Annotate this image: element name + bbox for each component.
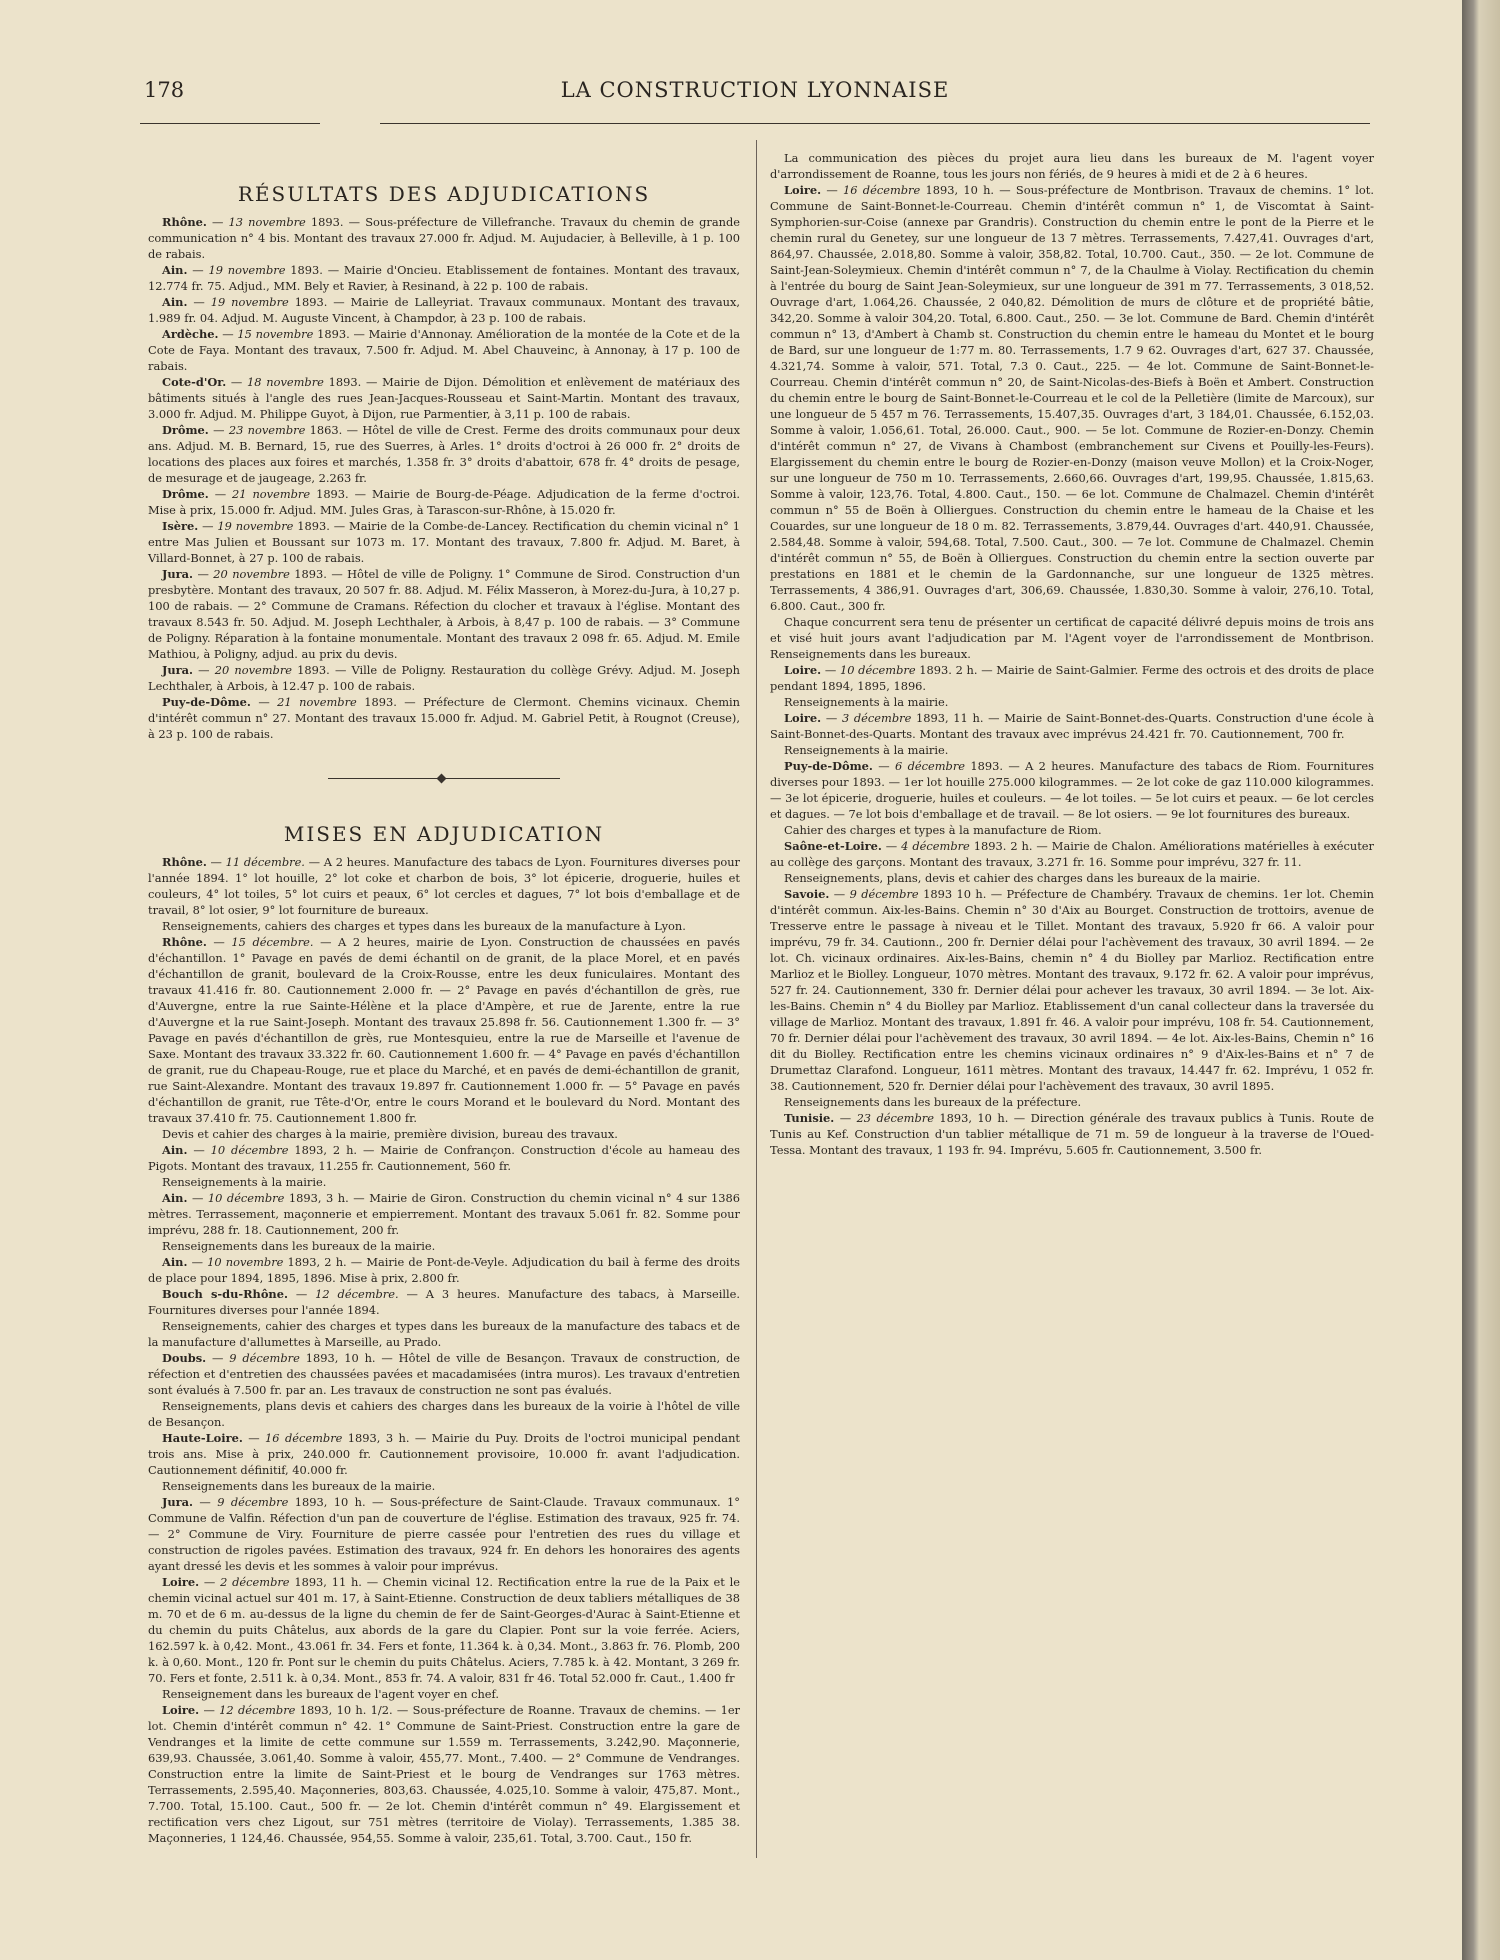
entry-text: 1893, 11 h. — Chemin vicinal 12. Rectification entre la rue de la Paix et le chemin vicinal actuel sur 401 m. 17, à Saint-Etienne. Construction de deux tabliers métalliques de 38 m. 70 et de 6 m. au-dessus de la ligne du chemin de fer de Saint-Georges-d'Aurac à Saint-Etienne et du chemin du puits Châtelus, aux abords de la gare du Clapier. Pont sur la voie ferrée. Aciers, 162.597 k. à 0,42. Mont., 43.061 fr. 34. Fers et fonte, 11.364 k. à 0,34. Mont., 3.863 fr. 76. Plomb, 200 k. à 0,60. Mont., 120 fr. Pont sur le chemin du puits Châtelus. Aciers, 7.785 k. à 42. Montant, 3 269 fr. 70. Fers et fonte, 2.511 k. à 0,34. Mont., 853 fr. 74. A valoir, 831 fr 46. Total 52.000 fr. Caut., 1.400 fr	[148, 1575, 740, 1685]
entry-text: 1893, 3 h. — Mairie du Puy. Droits de l'octroi municipal pendant trois ans. Mise à prix, 240.000 fr. Cautionnement provisoire, 10.000 fr. avant l'adjudication. Cautionnement définitif, 40.000 fr.	[148, 1431, 740, 1477]
entry-date: 19 novembre	[210, 295, 289, 309]
entry-note: Renseignements, cahier des charges et types dans les bureaux de la manufacture des tabacs et de la manufacture d'allumettes à Marseille, au Prado.	[148, 1319, 740, 1349]
entry-place: Savoie.	[784, 887, 830, 901]
entry-text: 1893. — Sous-préfecture de Villefranche. Travaux du chemin de grande communication n° 4 bis. Montant des travaux 27.000 fr. Adjud. M. Aujudacier, à Belleville, à 1 p. 100 de rabais.	[148, 215, 740, 261]
header-rule-right	[380, 123, 1370, 124]
entry: Loire. — 10 décembre 1893. 2 h. — Mairie de Saint-Galmier. Ferme des octrois et des droits de place pendant 1894, 1895, 1896.	[770, 663, 1375, 693]
publication-title: LA CONSTRUCTION LYONNAISE	[560, 78, 950, 102]
entry-place: Loire.	[162, 1575, 200, 1589]
entry: Haute-Loire. — 16 décembre 1893, 3 h. — Mairie du Puy. Droits de l'octroi municipal pendant trois ans. Mise à prix, 240.000 fr. Cautionnement provisoire, 10.000 fr. avant l'adjudication. Cautionnement définitif, 40.000 fr.	[148, 1431, 740, 1477]
entry-note: Renseignement dans les bureaux de l'agent voyer en chef.	[162, 1687, 499, 1701]
entry-text: 1893. 2 h. — Mairie de Chalon. Améliorations matérielles à exécuter au collège des garçons. Montant des travaux, 3.271 fr. 16. Somme pour imprévu, 327 fr. 11.	[770, 839, 1374, 869]
entry-note: Renseignements à la mairie.	[784, 743, 949, 757]
entry-place: Loire.	[162, 1703, 200, 1717]
entry-note: Renseignements, plans devis et cahiers des charges dans les bureaux de la voirie à l'hôtel de ville de Besançon.	[148, 1399, 740, 1429]
entry-date: 9 décembre	[229, 1351, 300, 1365]
entry-place: Ain.	[162, 295, 188, 309]
entry: Jura. — 20 novembre 1893. — Ville de Poligny. Restauration du collège Grévy. Adjud. M. Joseph Lechthaler, à Arbois, à 12.47 p. 100 de rabais.	[148, 663, 740, 693]
entry: Rhône. — 11 décembre. — A 2 heures. Manufacture des tabacs de Lyon. Fournitures diverses pour l'année 1894. 1° lot houille, 2° lot coke et charbon de bois, 3° lot épicerie, droguerie, huiles et couleurs, 4° lot toiles, 5° lot cuirs et peaux, 6° lot cercles et dagues, 7° lot bois d'emballage et de travail, 8° lot osier, 9° lot fourniture de bureaux.	[148, 855, 741, 917]
entry-text: 1893. — Mairie de Dijon. Démolition et enlèvement de matériaux des bâtiments situés à l'angle des rues Jean-Jacques-Rousseau et Saint-Martin. Montant des travaux, 3.000 fr. Adjud. M. Philippe Guyot, à Dijon, rue Parmentier, à 3,11 p. 100 de rabais.	[148, 375, 741, 421]
entry-date: 15 novembre	[237, 327, 314, 341]
entry-text: 1893, 10 h. 1/2. — Sous-préfecture de Roanne. Travaux de chemins. — 1er lot. Chemin d'intérêt commun n° 42. 1° Commune de Saint-Priest. Construction entre la gare de Vendranges et la limite de cette commune sur 1.559 m. Terrassements, 3.242,90. Maçonnerie, 639,93. Chaussée, 3.061,40. Somme à valoir, 455,77. Mont., 7.400. — 2° Commune de Vendranges. Construction entre la limite de Saint-Priest et le bourg de Vendranges sur 1763 mètres. Terrassements, 2.595,40. Maçonneries, 803,63. Chaussée, 4.025,10. Somme à valoir, 475,87. Mont., 7.700. Total, 15.100. Caut., 500 fr. — 2e lot. Chemin d'intérêt commun n° 49. Elargissement et rectification vers chez Ligout, sur 751 mètres (territoire de Violay). Terrassements, 1.385 38. Maçonneries, 1 124,46. Chaussée, 954,55. Somme à valoir, 235,61. Total, 3.700. Caut., 150 fr.	[148, 1703, 740, 1845]
entry-text: 1893. — Mairie d'Annonay. Amélioration de la montée de la Cote et de la Cote de Faya. Montant des travaux, 7.500 fr. Adjud. M. Abel Chauveinc, à Annonay, à 17 p. 100 de rabais.	[148, 327, 740, 373]
entry-date: 10 novembre	[207, 1255, 284, 1269]
entry-place: Ain.	[162, 1143, 188, 1157]
entry: Loire. — 12 décembre 1893, 10 h. 1/2. — Sous-préfecture de Roanne. Travaux de chemins. — 1er lot. Chemin d'intérêt commun n° 42. 1° Commune de Saint-Priest. Construction entre la gare de Vendranges et la limite de cette commune sur 1.559 m. Terrassements, 3.242,90. Maçonnerie, 639,93. Chaussée, 3.061,40. Somme à valoir, 455,77. Mont., 7.400. — 2° Commune de Vendranges. Construction entre la limite de Saint-Priest et le bourg de Vendranges sur 1763 mètres. Terrassements, 2.595,40. Maçonneries, 803,63. Chaussée, 4.025,10. Somme à valoir, 475,87. Mont., 7.700. Total, 15.100. Caut., 500 fr. — 2e lot. Chemin d'intérêt commun n° 49. Elargissement et rectification vers chez Ligout, sur 751 mètres (territoire de Violay). Terrassements, 1.385 38. Maçonneries, 1 124,46. Chaussée, 954,55. Somme à valoir, 235,61. Total, 3.700. Caut., 150 fr.	[148, 1703, 740, 1845]
entry-date: 10 décembre	[210, 1143, 289, 1157]
section-divider	[148, 772, 740, 786]
entry-place: Loire.	[784, 711, 822, 725]
entry-place: Doubs.	[162, 1351, 207, 1365]
entry-place: Rhône.	[162, 215, 207, 229]
right-column	[770, 150, 1374, 1158]
entry: Jura. — 20 novembre 1893. — Hôtel de ville de Poligny. 1° Commune de Sirod. Construction d'un presbytère. Montant des travaux, 20 507 fr. 88. Adjud. M. Félix Masseron, à Morez-du-Jura, à 10,27 p. 100 de rabais. — 2° Commune de Cramans. Réfection du clocher et travaux à l'église. Montant des travaux 8.543 fr. 50. Adjud. M. Joseph Lechthaler, à Arbois, à 8,47 p. 100 de rabais. — 3° Commune de Poligny. Réparation à la fontaine monumentale. Montant des travaux 2 098 fr. 65. Adjud. M. Emile Mathiou, à Poligny, adjud. au prix du devis.	[148, 567, 741, 661]
entry-note: La communication des pièces du projet aura lieu dans les bureaux de M. l'agent voyer d'arrondissement de Roanne, tous les jours non fériés, de 9 heures à midi et de 2 à 6 heures.	[770, 151, 1374, 181]
entry: Puy-de-Dôme. — 6 décembre 1893. — A 2 heures. Manufacture des tabacs de Riom. Fournitures diverses pour 1893. — 1er lot houille 275.000 kilogrammes. — 2e lot coke de gaz 110.000 kilogrammes. — 3e lot épicerie, droguerie, huiles et couleurs. — 4e lot toiles. — 5e lot cuirs et peaux. — 6e lot cercles et dagues. — 7e lot bois d'emballage et de travail. — 8e lot osiers. — 9e lot fournitures des bureaux.	[770, 759, 1374, 821]
entry-date: 21 novembre	[232, 487, 311, 501]
entry: Rhône. — 13 novembre 1893. — Sous-préfecture de Villefranche. Travaux du chemin de grande communication n° 4 bis. Montant des travaux 27.000 fr. Adjud. M. Aujudacier, à Belleville, à 1 p. 100 de rabais.	[148, 215, 740, 261]
entry: Bouch s-du-Rhône. — 12 décembre. — A 3 heures. Manufacture des tabacs, à Marseille. Fournitures diverses pour l'année 1894.	[148, 1287, 740, 1317]
entry-text: 1863. — Hôtel de ville de Crest. Ferme des droits communaux pour deux ans. Adjud. M. B. Bernard, 15, rue des Suerres, à Arles. 1° droits d'octroi à 26 000 fr. 2° droits de locations des places aux foires et marchés, 1.358 fr. 3° droits d'abattoir, 678 fr. 4° droits de pesage, de mesurage et de jaugeage, 2.263 fr.	[148, 423, 740, 485]
entry-date: 20 novembre	[213, 567, 290, 581]
entry-place: Puy-de-Dôme.	[162, 695, 251, 709]
entry-note: Devis et cahier des charges à la mairie, première division, bureau des travaux.	[162, 1127, 618, 1141]
entry-place: Rhône.	[162, 855, 207, 869]
entry-place: Cote-d'Or.	[162, 375, 227, 389]
entry-date: 12 décembre.	[315, 1287, 399, 1301]
section-title: RÉSULTATS DES ADJUDICATIONS	[237, 182, 651, 206]
entry-text: 1893, 10 h. — Sous-préfecture de Saint-Claude. Travaux communaux. 1° Commune de Valfin. Réfection d'un pan de couverture de l'église. Estimation des travaux, 925 fr. 74. — 2° Commune de Viry. Fourniture de pierre cassée pour l'entretien des rues du village et construction de rigoles pavées. Estimation des travaux, 924 fr. En dehors les honoraires des agents ayant dressé les devis et les sommes à valoir pour imprévus.	[148, 1495, 740, 1573]
entry: Jura. — 9 décembre 1893, 10 h. — Sous-préfecture de Saint-Claude. Travaux communaux. 1° Commune de Valfin. Réfection d'un pan de couverture de l'église. Estimation des travaux, 925 fr. 74. — 2° Commune de Viry. Fourniture de pierre cassée pour l'entretien des rues du village et construction de rigoles pavées. Estimation des travaux, 924 fr. En dehors les honoraires des agents ayant dressé les devis et les sommes à valoir pour imprévus.	[148, 1495, 740, 1573]
entry: Cote-d'Or. — 18 novembre 1893. — Mairie de Dijon. Démolition et enlèvement de matériaux des bâtiments situés à l'angle des rues Jean-Jacques-Rousseau et Saint-Martin. Montant des travaux, 3.000 fr. Adjud. M. Philippe Guyot, à Dijon, rue Parmentier, à 3,11 p. 100 de rabais.	[148, 375, 741, 421]
entry: Drôme. — 21 novembre 1893. — Mairie de Bourg-de-Péage. Adjudication de la ferme d'octroi. Mise à prix, 15.000 fr. Adjud. MM. Jules Gras, à Tarascon-sur-Rhône, à 15.020 fr.	[148, 487, 740, 517]
entry-text: 1893, 10 h. — Sous-préfecture de Montbrison. Travaux de chemins. 1° lot. Commune de Saint-Bonnet-le-Courreau. Chemin d'intérêt commun n° 1, de Viscomtat à Saint-Symphorien-sur-Coise (annexe par Grandris). Construction du chemin entre le pont de la Pierre et le chemin rural du Genetey, sur une longueur de 13 7 mètres. Terrassements, 7.427,41. Ouvrages d'art, 864,97. Chaussée, 2.018,80. Somme à valoir, 358,82. Total, 10.700. Caut., 350. — 2e lot. Commune de Saint-Jean-Soleymieux. Chemin d'intérêt commun n° 7, de la Chaulme à Violay. Rectification du chemin à l'entrée du bourg de Saint Jean-Soleymieux, sur une longueur de 391 m 77. Terrassements, 3 018,52. Ouvrage d'art, 1.064,26. Chaussée, 2 040,82. Démolition de murs de clôture et de propriété bâtie, 342,20. Somme à valoir 304,20. Total, 6.800. Caut., 250. — 3e lot. Commune de Bard. Chemin d'intérêt commun n° 13, d'Ambert à Chamb st. Construction du chemin entre le hameau du Montet et le bourg de Bard, sur une longueur de 1:77 m. 80. Terrassements, 1.7 9 62. Ouvrages d'art, 627 37. Chaussée, 4.321,74. Somme à valoir, 571. Total, 7.3 0. Caut., 225. — 4e lot. Commune de Saint-Bonnet-le-Courreau. Chemin d'intérêt commun n° 20, de Saint-Nicolas-des-Biefs à Boën et Ambert. Construction du chemin entre le bourg de Saint-Bonnet-le-Courreau et le col de la Pelletière (limite de Marcoux), sur une longueur de 5 457 m 76. Terrassements, 15.407,35. Ouvrages d'art, 3 184,01. Chaussée, 6.152,03. Somme à valoir, 1.056,61. Total, 26.000. Caut., 900. — 5e lot. Commune de Rozier-en-Donzy. Chemin d'intérêt commun n° 27, de Vivans à Chambost (embranchement sur Civens et Pouilly-les-Feurs). Elargissement du chemin entre le bourg de Rozier-en-Donzy (maison veuve Mollon) et la Croix-Noger, sur une longueur de 750 m 10. Terrassements, 2.660,66. Ouvrages d'art, 199,95. Chaussée, 1.815,63. Somme à valoir, 123,76. Total, 4.800. Caut., 150. — 6e lot. Commune de Chalmazel. Chemin d'intérêt commun n° 55 de Boën à Olliergues. Construction du chemin entre le hameau de la Chaise et les Couardes, sur une longueur de 18 0 m. 82. Terrassements, 3.879,44. Ouvrages d'art. 440,91. Chaussée, 2.584,48. Somme à valoir, 594,68. Total, 7.500. Caut., 300. — 7e lot. Commune de Chalmazel. Chemin d'intérêt commun n° 55, de Boën à Olliergues. Construction du chemin entre la section ouverte par prestations en 1881 et le chemin de la Gardonnanche, sur une longueur de 1325 mètres. Terrassements, 4 386,91. Ouvrages d'art, 306,69. Chaussée, 1.830,30. Somme à valoir, 276,10. Total, 6.800. Caut., 300 fr.	[770, 183, 1374, 613]
entry-note: Renseignements, cahiers des charges et types dans les bureaux de la manufacture à Lyon.	[162, 919, 686, 933]
entry-place: Jura.	[162, 567, 194, 581]
entry-date: 23 novembre	[228, 423, 306, 437]
entry-date: 19 novembre	[208, 263, 286, 277]
entry-note: Renseignements dans les bureaux de la mairie.	[162, 1239, 436, 1253]
entry-date: 12 décembre	[219, 1703, 296, 1717]
entry-place: Ain.	[162, 263, 188, 277]
entry-place: Jura.	[162, 663, 194, 677]
entry-place: Loire.	[784, 183, 822, 197]
entry-note: Chaque concurrent sera tenu de présenter un certificat de capacité délivré depuis moins de trois ans et visé huit jours avant l'adjudication par M. l'Agent voyer de l'arrondissement de Montbrison. Renseignements dans les bureaux.	[770, 615, 1374, 661]
entry-text: 1893, 2 h. — Mairie de Confrançon. Construction d'école au hameau des Pigots. Montant des travaux, 11.255 fr. Cautionnement, 560 fr.	[148, 1143, 740, 1173]
entry-date: 6 décembre	[894, 759, 966, 773]
entry-text: 1893 10 h. — Préfecture de Chambéry. Travaux de chemins. 1er lot. Chemin d'intérêt commun. Aix-les-Bains. Chemin n° 30 d'Aix au Bourget. Construction de trottoirs, avenue de Tresserve entre le passage à niveau et le Tillet. Montant des travaux, 5.920 fr 66. A valoir pour imprévu, 79 fr. 34. Cautionn., 200 fr. Dernier délai pour l'achèvement des travaux, 30 avril 1894. — 2e lot. Ch. vicinaux ordinaires. Aix-les-Bains, chemin n° 4 du Biolley par Marlioz. Rectification entre Marlioz et le Biolley. Longueur, 1070 mètres. Montant des travaux, 9.172 fr. 62. A valoir pour imprévus, 527 fr. 24. Cautionnement, 330 fr. Dernier délai pour achever les travaux, 30 avril 1894. — 3e lot. Aix-les-Bains. Chemin n° 4 du Biolley par Marlioz. Etablissement d'un canal collecteur dans la traversée du village de Marlioz. Montant des travaux, 1.891 fr. 46. A valoir pour imprévu, 108 fr. 54. Cautionnement, 70 fr. Dernier délai pour l'achèvement des travaux, 30 avril 1894. — 4e lot. Aix-les-Bains, Chemin n° 16 dit du Biolley. Rectification entre les chemins vicinaux ordinaires n° 9 d'Aix-les-Bains et n° 7 de Drumettaz Clarafond. Longueur, 1611 mètres. Montant des travaux, 14.447 fr. 62. Imprévu, 1 052 fr. 38. Cautionnement, 520 fr. Dernier délai pour l'achèvement des travaux, 30 avril 1895.	[770, 887, 1374, 1093]
entry: Ain. — 19 novembre 1893. — Mairie d'Oncieu. Etablissement de fontaines. Montant des travaux, 12.774 fr. 75. Adjud., MM. Bely et Ravier, à Resinand, à 22 p. 100 de rabais.	[148, 263, 740, 293]
entry: Rhône. — 15 décembre. — A 2 heures, mairie de Lyon. Construction de chaussées en pavés d'échantillon. 1° Pavage en pavés de demi échantil on de granit, de la place Morel, et en pavés d'échantillon de granit, boulevard de la Croix-Rousse, entre les deux funiculaires. Montant des travaux 41.416 fr. 80. Cautionnement 2.000 fr. — 2° Pavage en pavés d'échantillon de grès, rue d'Auvergne, entre la rue Sainte-Hélène et la place d'Ampère, et rue de Jarente, entre la rue d'Auvergne et la rue Saint-Joseph. Montant des travaux 25.898 fr. 56. Cautionnement 1.300 fr. — 3° Pavage en pavés d'échantillon de grès, rue Montesquieu, entre la rue de Marseille et l'avenue de Saxe. Montant des travaux 33.322 fr. 60. Cautionnement 1.600 fr. — 4° Pavage en pavés d'échantillon de granit, rue du Chapeau-Rouge, rue et place du Marché, et en pavés de demi-échantillon de granit, rue Saint-Alexandre. Montant des travaux 19.897 fr. Cautionnement 1.000 fr. — 5° Pavage en pavés d'échantillon de granit, rue Tête-d'Or, entre le cours Morand et le boulevard du Nord. Montant des travaux 37.410 fr. 75. Cautionnement 1.800 fr.	[148, 935, 740, 1125]
entry-text: 1893, 3 h. — Mairie de Giron. Construction du chemin vicinal n° 4 sur 1386 mètres. Terrassement, maçonnerie et empierrement. Montant des travaux 5.061 fr. 82. Somme pour imprévu, 288 fr. 18. Cautionnement, 200 fr.	[148, 1191, 740, 1237]
entry-place: Ain.	[162, 1255, 188, 1269]
entry-place: Puy-de-Dôme.	[784, 759, 873, 773]
entry-place: Drôme.	[162, 487, 209, 501]
entry: Ain. — 10 décembre 1893, 2 h. — Mairie de Confrançon. Construction d'école au hameau des Pigots. Montant des travaux, 11.255 fr. Cautionnement, 560 fr.	[148, 1143, 740, 1173]
entry-text: 1893. 2 h. — Mairie de Saint-Galmier. Ferme des octrois et des droits de place pendant 1894, 1895, 1896.	[770, 663, 1375, 693]
left-column	[148, 150, 740, 1846]
entry-date: 3 décembre	[841, 711, 912, 725]
entry-date: 9 décembre	[849, 887, 919, 901]
header-rule-left	[140, 123, 320, 124]
entry-place: Haute-Loire.	[162, 1431, 243, 1445]
entry-text: 1893. — Ville de Poligny. Restauration du collège Grévy. Adjud. M. Joseph Lechthaler, à Arbois, à 12.47 p. 100 de rabais.	[148, 663, 740, 693]
entry: Ardèche. — 15 novembre 1893. — Mairie d'Annonay. Amélioration de la montée de la Cote et de la Cote de Faya. Montant des travaux, 7.500 fr. Adjud. M. Abel Chauveinc, à Annonay, à 17 p. 100 de rabais.	[148, 327, 740, 373]
entry-place: Drôme.	[162, 423, 209, 437]
entry-date: 21 novembre	[277, 695, 357, 709]
entry-place: Ardèche.	[162, 327, 219, 341]
entry-text: 1893. — Mairie d'Oncieu. Etablissement de fontaines. Montant des travaux, 12.774 fr. 75. Adjud., MM. Bely et Ravier, à Resinand, à 22 p. 100 de rabais.	[148, 263, 740, 293]
entry: Saône-et-Loire. — 4 décembre 1893. 2 h. — Mairie de Chalon. Améliorations matérielles à exécuter au collège des garçons. Montant des travaux, 3.271 fr. 16. Somme pour imprévu, 327 fr. 11.	[770, 839, 1374, 869]
page-number: 178	[144, 78, 185, 102]
entry-date: 2 décembre	[220, 1575, 290, 1589]
entry-date: 16 décembre	[265, 1431, 343, 1445]
entry-text: — A 3 heures. Manufacture des tabacs, à Marseille. Fournitures diverses pour l'année 1894.	[148, 1287, 740, 1317]
entry: Loire. — 3 décembre 1893, 11 h. — Mairie de Saint-Bonnet-des-Quarts. Construction d'une école à Saint-Bonnet-des-Quarts. Montant des travaux avec imprévus 24.421 fr. 70. Cautionnement, 700 fr.	[770, 711, 1374, 741]
entry-text: 1893. — Préfecture de Clermont. Chemins vicinaux. Chemin d'intérêt commun n° 27. Montant des travaux 15.000 fr. Adjud. M. Gabriel Petit, à Rougnot (Creuse), à 23 p. 100 de rabais.	[148, 695, 740, 741]
running-header	[140, 78, 1370, 110]
entry: Ain. — 10 novembre 1893, 2 h. — Mairie de Pont-de-Veyle. Adjudication du bail à ferme des droits de place pour 1894, 1895, 1896. Mise à prix, 2.800 fr.	[148, 1255, 741, 1285]
entry-place: Isère.	[162, 519, 199, 533]
entry-text: — A 2 heures. Manufacture des tabacs de Lyon. Fournitures diverses pour l'année 1894. 1° lot houille, 2° lot coke et charbon de bois, 3° lot épicerie, droguerie, huiles et couleurs, 4° lot toiles, 5° lot cuirs et peaux, 6° lot cercles et dagues, 7° lot bois d'emballage et de travail, 8° lot osier, 9° lot fourniture de bureaux.	[148, 855, 741, 917]
entry-place: Jura.	[162, 1495, 194, 1509]
entry-date: 9 décembre	[217, 1495, 289, 1509]
entry: Savoie. — 9 décembre 1893 10 h. — Préfecture de Chambéry. Travaux de chemins. 1er lot. Chemin d'intérêt commun. Aix-les-Bains. Chemin n° 30 d'Aix au Bourget. Construction de trottoirs, avenue de Tresserve entre le passage à niveau et le Tillet. Montant des travaux, 5.920 fr 66. A valoir pour imprévu, 79 fr. 34. Cautionn., 200 fr. Dernier délai pour l'achèvement des travaux, 30 avril 1894. — 2e lot. Ch. vicinaux ordinaires. Aix-les-Bains, chemin n° 4 du Biolley par Marlioz. Rectification entre Marlioz et le Biolley. Longueur, 1070 mètres. Montant des travaux, 9.172 fr. 62. A valoir pour imprévus, 527 fr. 24. Cautionnement, 330 fr. Dernier délai pour achever les travaux, 30 avril 1894. — 3e lot. Aix-les-Bains. Chemin n° 4 du Biolley par Marlioz. Etablissement d'un canal collecteur dans la traversée du village de Marlioz. Montant des travaux, 1.891 fr. 46. A valoir pour imprévu, 108 fr. 54. Cautionnement, 70 fr. Dernier délai pour l'achèvement des travaux, 30 avril 1894. — 4e lot. Aix-les-Bains, Chemin n° 16 dit du Biolley. Rectification entre les chemins vicinaux ordinaires n° 9 d'Aix-les-Bains et n° 7 de Drumettaz Clarafond. Longueur, 1611 mètres. Montant des travaux, 14.447 fr. 62. Imprévu, 1 052 fr. 38. Cautionnement, 520 fr. Dernier délai pour l'achèvement des travaux, 30 avril 1895.	[770, 887, 1374, 1093]
entry: Ain. — 19 novembre 1893. — Mairie de Lalleyriat. Travaux communaux. Montant des travaux, 1.989 fr. 04. Adjud. M. Auguste Vincent, à Champdor, à 23 p. 100 de rabais.	[148, 295, 741, 325]
entry-note: Renseignements, plans, devis et cahier des charges dans les bureaux de la mairie.	[784, 871, 1261, 885]
entry-note: Renseignements à la mairie.	[784, 695, 949, 709]
entry-place: Ain.	[162, 1191, 188, 1205]
entry: Isère. — 19 novembre 1893. — Mairie de la Combe-de-Lancey. Rectification du chemin vicinal n° 1 entre Mas Julien et Boussant sur 1073 m. 17. Montant des travaux, 7.800 fr. Adjud. M. Baret, à Villard-Bonnet, à 27 p. 100 de rabais.	[148, 519, 741, 565]
entry-text: 1893, 11 h. — Mairie de Saint-Bonnet-des-Quarts. Construction d'une école à Saint-Bonnet-des-Quarts. Montant des travaux avec imprévus 24.421 fr. 70. Cautionnement, 700 fr.	[770, 711, 1374, 741]
entry-place: Loire.	[784, 663, 822, 677]
entry-text: 1893, 10 h. — Hôtel de ville de Besançon. Travaux de construction, de réfection et d'entretien des chaussées pavées et macadamisées (intra muros). Les travaux d'entretien sont évalués à 7.500 fr. par an. Les travaux de construction ne sont pas évalués.	[148, 1351, 740, 1397]
entry-place: Bouch s-du-Rhône.	[162, 1287, 288, 1301]
entry-date: 23 décembre	[856, 1111, 934, 1125]
entry-date: 11 décembre.	[225, 855, 305, 869]
entry-text: 1893, 10 h. — Direction générale des travaux publics à Tunis. Route de Tunis au Kef. Construction d'un tablier métallique de 71 m. 59 de longueur à la traverse de l'Oued-Tessa. Montant des travaux, 1 193 fr. 94. Imprévu, 5.605 fr. Cautionnement, 3.500 fr.	[770, 1111, 1375, 1157]
entry-note: Renseignements dans les bureaux de la préfecture.	[784, 1095, 1082, 1109]
entry-text: 1893, 2 h. — Mairie de Pont-de-Veyle. Adjudication du bail à ferme des droits de place pour 1894, 1895, 1896. Mise à prix, 2.800 fr.	[148, 1255, 741, 1285]
entry-date: 19 novembre	[217, 519, 294, 533]
entry-note: Cahier des charges et types à la manufacture de Riom.	[784, 823, 1102, 837]
entry: Doubs. — 9 décembre 1893, 10 h. — Hôtel de ville de Besançon. Travaux de construction, de réfection et d'entretien des chaussées pavées et macadamisées (intra muros). Les travaux d'entretien sont évalués à 7.500 fr. par an. Les travaux de construction ne sont pas évalués.	[148, 1351, 740, 1397]
entry-text: 1893. — Mairie de Lalleyriat. Travaux communaux. Montant des travaux, 1.989 fr. 04. Adjud. M. Auguste Vincent, à Champdor, à 23 p. 100 de rabais.	[148, 295, 741, 325]
entry: Loire. — 2 décembre 1893, 11 h. — Chemin vicinal 12. Rectification entre la rue de la Paix et le chemin vicinal actuel sur 401 m. 17, à Saint-Etienne. Construction de deux tabliers métalliques de 38 m. 70 et de 6 m. au-dessus de la ligne du chemin de fer de Saint-Georges-d'Aurac à Saint-Etienne et du chemin du puits Châtelus, aux abords de la gare du Clapier. Pont sur la voie ferrée. Aciers, 162.597 k. à 0,42. Mont., 43.061 fr. 34. Fers et fonte, 11.364 k. à 0,34. Mont., 3.863 fr. 76. Plomb, 200 k. à 0,60. Mont., 120 fr. Pont sur le chemin du puits Châtelus. Aciers, 7.785 k. à 42. Montant, 3 269 fr. 70. Fers et fonte, 2.511 k. à 0,34. Mont., 853 fr. 74. A valoir, 831 fr 46. Total 52.000 fr. Caut., 1.400 fr	[148, 1575, 740, 1685]
entry: Tunisie. — 23 décembre 1893, 10 h. — Direction générale des travaux publics à Tunis. Route de Tunis au Kef. Construction d'un tablier métallique de 71 m. 59 de longueur à la traverse de l'Oued-Tessa. Montant des travaux, 1 193 fr. 94. Imprévu, 5.605 fr. Cautionnement, 3.500 fr.	[770, 1111, 1375, 1157]
entry-note: Renseignements dans les bureaux de la mairie.	[162, 1479, 436, 1493]
entry-text: — A 2 heures, mairie de Lyon. Construction de chaussées en pavés d'échantillon. 1° Pavage en pavés de demi échantil on de granit, de la place Morel, et en pavés d'échantillon de granit, boulevard de la Croix-Rousse, entre les deux funiculaires. Montant des travaux 41.416 fr. 80. Cautionnement 2.000 fr. — 2° Pavage en pavés d'échantillon de grès, rue d'Auvergne, entre la rue Sainte-Hélène et la place d'Ampère, et rue de Jarente, entre la rue d'Auvergne et la rue Saint-Joseph. Montant des travaux 25.898 fr. 56. Cautionnement 1.300 fr. — 3° Pavage en pavés d'échantillon de grès, rue Montesquieu, entre la rue de Marseille et l'avenue de Saxe. Montant des travaux 33.322 fr. 60. Cautionnement 1.600 fr. — 4° Pavage en pavés d'échantillon de granit, rue du Chapeau-Rouge, rue et place du Marché, et en pavés de demi-échantillon de granit, rue Saint-Alexandre. Montant des travaux 19.897 fr. Cautionnement 1.000 fr. — 5° Pavage en pavés d'échantillon de granit, rue Tête-d'Or, entre le cours Morand et le boulevard du Nord. Montant des travaux 37.410 fr. 75. Cautionnement 1.800 fr.	[148, 935, 740, 1125]
entry-place: Saône-et-Loire.	[784, 839, 882, 853]
entry: Loire. — 16 décembre 1893, 10 h. — Sous-préfecture de Montbrison. Travaux de chemins. 1° lot. Commune de Saint-Bonnet-le-Courreau. Chemin d'intérêt commun n° 1, de Viscomtat à Saint-Symphorien-sur-Coise (annexe par Grandris). Construction du chemin entre le pont de la Pierre et le chemin rural du Genetey, sur une longueur de 13 7 mètres. Terrassements, 7.427,41. Ouvrages d'art, 864,97. Chaussée, 2.018,80. Somme à valoir, 358,82. Total, 10.700. Caut., 350. — 2e lot. Commune de Saint-Jean-Soleymieux. Chemin d'intérêt commun n° 7, de la Chaulme à Violay. Rectification du chemin à l'entrée du bourg de Saint Jean-Soleymieux, sur une longueur de 391 m 77. Terrassements, 3 018,52. Ouvrage d'art, 1.064,26. Chaussée, 2 040,82. Démolition de murs de clôture et de propriété bâtie, 342,20. Somme à valoir 304,20. Total, 6.800. Caut., 250. — 3e lot. Commune de Bard. Chemin d'intérêt commun n° 13, d'Ambert à Chamb st. Construction du chemin entre le hameau du Montet et le bourg de Bard, sur une longueur de 1:77 m. 80. Terrassements, 1.7 9 62. Ouvrages d'art, 627 37. Chaussée, 4.321,74. Somme à valoir, 571. Total, 7.3 0. Caut., 225. — 4e lot. Commune de Saint-Bonnet-le-Courreau. Chemin d'intérêt commun n° 20, de Saint-Nicolas-des-Biefs à Boën et Ambert. Construction du chemin entre le bourg de Saint-Bonnet-le-Courreau et le col de la Pelletière (limite de Marcoux), sur une longueur de 5 457 m 76. Terrassements, 15.407,35. Ouvrages d'art, 3 184,01. Chaussée, 6.152,03. Somme à valoir, 1.056,61. Total, 26.000. Caut., 900. — 5e lot. Commune de Rozier-en-Donzy. Chemin d'intérêt commun n° 27, de Vivans à Chambost (embranchement sur Civens et Pouilly-les-Feurs). Elargissement du chemin entre le bourg de Rozier-en-Donzy (maison veuve Mollon) et la Croix-Noger, sur une longueur de 750 m 10. Terrassements, 2.660,66. Ouvrages d'art, 199,95. Chaussée, 1.815,63. Somme à valoir, 123,76. Total, 4.800. Caut., 150. — 6e lot. Commune de Chalmazel. Chemin d'intérêt commun n° 55 de Boën à Olliergues. Construction du chemin entre le hameau de la Chaise et les Couardes, sur une longueur de 18 0 m. 82. Terrassements, 3.879,44. Ouvrages d'art. 440,91. Chaussée, 2.584,48. Somme à valoir, 594,68. Total, 7.500. Caut., 300. — 7e lot. Commune de Chalmazel. Chemin d'intérêt commun n° 55, de Boën à Olliergues. Construction du chemin entre la section ouverte par prestations en 1881 et le chemin de la Gardonnanche, sur une longueur de 1325 mètres. Terrassements, 4 386,91. Ouvrages d'art, 306,69. Chaussée, 1.830,30. Somme à valoir, 276,10. Total, 6.800. Caut., 300 fr.	[770, 183, 1374, 613]
entry-text: 1893. — Hôtel de ville de Poligny. 1° Commune de Sirod. Construction d'un presbytère. Montant des travaux, 20 507 fr. 88. Adjud. M. Félix Masseron, à Morez-du-Jura, à 10,27 p. 100 de rabais. — 2° Commune de Cramans. Réfection du clocher et travaux à l'église. Montant des travaux 8.543 fr. 50. Adjud. M. Joseph Lechthaler, à Arbois, à 8,47 p. 100 de rabais. — 3° Commune de Poligny. Réparation à la fontaine monumentale. Montant des travaux 2 098 fr. 65. Adjud. M. Emile Mathiou, à Poligny, adjud. au prix du devis.	[148, 567, 741, 661]
entry-text: 1893. — A 2 heures. Manufacture des tabacs de Riom. Fournitures diverses pour 1893. — 1er lot houille 275.000 kilogrammes. — 2e lot coke de gaz 110.000 kilogrammes. — 3e lot épicerie, droguerie, huiles et couleurs. — 4e lot toiles. — 5e lot cuirs et peaux. — 6e lot cercles et dagues. — 7e lot bois d'emballage et de travail. — 8e lot osiers. — 9e lot fournitures des bureaux.	[770, 759, 1374, 821]
entry-date: 13 novembre	[228, 215, 306, 229]
section-title: MISES EN ADJUDICATION	[283, 822, 605, 846]
entry-place: Tunisie.	[784, 1111, 835, 1125]
entry-text: 1893. — Mairie de la Combe-de-Lancey. Rectification du chemin vicinal n° 1 entre Mas Julien et Boussant sur 1073 m. 17. Montant des travaux, 7.800 fr. Adjud. M. Baret, à Villard-Bonnet, à 27 p. 100 de rabais.	[148, 519, 741, 565]
entry-date: 10 décembre	[207, 1191, 285, 1205]
entry: Drôme. — 23 novembre 1863. — Hôtel de ville de Crest. Ferme des droits communaux pour deux ans. Adjud. M. B. Bernard, 15, rue des Suerres, à Arles. 1° droits d'octroi à 26 000 fr. 2° droits de locations des places aux foires et marchés, 1.358 fr. 3° droits d'abattoir, 678 fr. 4° droits de pesage, de mesurage et de jaugeage, 2.263 fr.	[148, 423, 740, 485]
entry-place: Rhône.	[162, 935, 207, 949]
entry-date: 18 novembre	[247, 375, 324, 389]
entry-date: 15 décembre.	[231, 935, 314, 949]
entry: Puy-de-Dôme. — 21 novembre 1893. — Préfecture de Clermont. Chemins vicinaux. Chemin d'intérêt commun n° 27. Montant des travaux 15.000 fr. Adjud. M. Gabriel Petit, à Rougnot (Creuse), à 23 p. 100 de rabais.	[148, 695, 740, 741]
entry-date: 16 décembre	[843, 183, 921, 197]
entry-date: 4 décembre	[901, 839, 970, 853]
entry-date: 10 décembre	[839, 663, 916, 677]
entry: Ain. — 10 décembre 1893, 3 h. — Mairie de Giron. Construction du chemin vicinal n° 4 sur 1386 mètres. Terrassement, maçonnerie et empierrement. Montant des travaux 5.061 fr. 82. Somme pour imprévu, 288 fr. 18. Cautionnement, 200 fr.	[148, 1191, 740, 1237]
page-edge	[1462, 0, 1500, 1960]
column-separator	[756, 140, 757, 1858]
entry-note: Renseignements à la mairie.	[162, 1175, 327, 1189]
entry-text: 1893. — Mairie de Bourg-de-Péage. Adjudication de la ferme d'octroi. Mise à prix, 15.000 fr. Adjud. MM. Jules Gras, à Tarascon-sur-Rhône, à 15.020 fr.	[148, 487, 740, 517]
entry-date: 20 novembre	[214, 663, 293, 677]
